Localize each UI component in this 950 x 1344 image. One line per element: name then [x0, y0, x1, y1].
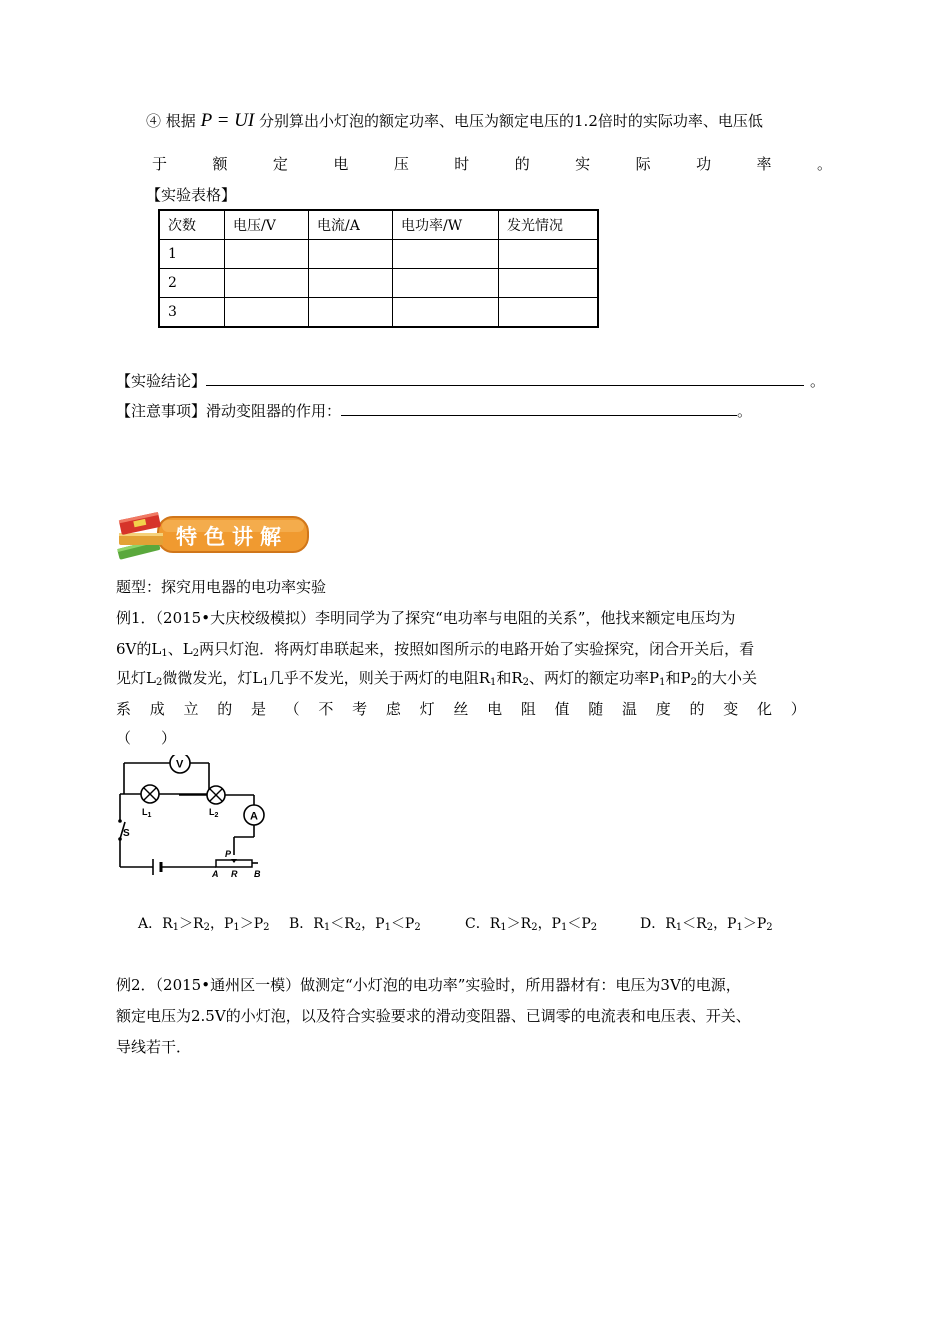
- subscript: 1: [489, 677, 497, 688]
- option-b[interactable]: B．$R_1<R_2$，$P_1<P_2$: [289, 916, 421, 933]
- rheostat-icon: [216, 859, 252, 867]
- battery-icon: [153, 859, 161, 875]
- step4-char: 压: [393, 155, 409, 173]
- conclusion-blank: [206, 369, 804, 386]
- step4-char: 定: [272, 155, 288, 173]
- text-char: 虑: [385, 700, 401, 718]
- text-char: 阻: [520, 700, 536, 718]
- text-char: 灯: [419, 700, 435, 718]
- text-char: 化: [756, 700, 772, 718]
- power-formula: P = UI: [200, 110, 255, 131]
- topic-line: 题型：探究用电器的电功率实验: [116, 578, 327, 596]
- conclusion-end: 。: [810, 372, 826, 390]
- notice-end: 。: [737, 402, 753, 420]
- step4-char: 于: [152, 155, 168, 173]
- text-part: 、L: [167, 640, 193, 658]
- lamp-l1-label: $L_1$: [142, 807, 152, 819]
- notice-line: [116, 399, 752, 421]
- step4-char: 电: [333, 155, 349, 173]
- example1-line2: [116, 638, 754, 659]
- table-cell: 1: [159, 240, 225, 269]
- lamp-l1-icon: [141, 785, 159, 803]
- text-char: 考: [352, 700, 368, 718]
- rheostat-r-label: R: [231, 869, 238, 879]
- table-row: [159, 298, 598, 328]
- step4-char: 时: [454, 155, 470, 173]
- table-header-row: [159, 210, 598, 240]
- experiment-table: [158, 209, 599, 328]
- step4-char: 际: [635, 155, 651, 173]
- text-char: 不: [318, 700, 334, 718]
- step4-char: 功: [696, 155, 712, 173]
- text-char: ）: [790, 700, 806, 718]
- text-part: 两只灯泡．将两灯串联起来，按照如图所示的电路开始了实验探究，闭合开关后，看: [199, 640, 755, 658]
- step4-line1: [146, 110, 763, 132]
- switch-contact: [118, 837, 122, 841]
- table-header: 次数: [159, 210, 225, 240]
- text-char: （: [284, 700, 300, 718]
- example2-line2: 额定电压为2.5V的小灯泡，以及符合实验要求的滑动变阻器、已调零的电流表和电压表、开关、: [116, 1007, 751, 1025]
- table-cell: [225, 269, 309, 298]
- table-cell: [309, 298, 393, 328]
- text-char: 丝: [453, 700, 469, 718]
- notice-blank: [341, 399, 737, 416]
- lamp-l2-label: $L_2$: [209, 807, 219, 819]
- table-cell: [393, 269, 499, 298]
- table-header: 发光情况: [499, 210, 599, 240]
- lamp-l2-icon: [207, 786, 225, 804]
- text-part: 几乎不发光，则关于两灯的电阻R: [268, 669, 490, 687]
- example2-line3: 导线若干．: [116, 1038, 192, 1056]
- text-char: 的: [689, 700, 705, 718]
- conclusion-label: 【实验结论】: [116, 372, 207, 390]
- table-cell: [499, 269, 599, 298]
- example2-line1: 例2．（2015•通州区一模）做测定“小灯泡的电功率”实验时，所用器材有：电压为3V的电源，: [116, 976, 741, 994]
- step4-prefix: 根据: [165, 112, 196, 130]
- step4-char: 额: [212, 155, 228, 173]
- step4-char: 的: [514, 155, 530, 173]
- table-header: 电流/A: [309, 210, 393, 240]
- step4-number: ④: [146, 112, 162, 130]
- banner-title: 特色讲解: [176, 525, 288, 549]
- subscript: 2: [192, 648, 200, 659]
- table-cell: [225, 298, 309, 328]
- table-cell: [309, 269, 393, 298]
- text-char: 成: [149, 700, 165, 718]
- text-part: 的大小关: [696, 669, 757, 687]
- rheostat-end-a: A: [212, 869, 219, 879]
- table-cell: 2: [159, 269, 225, 298]
- text-part: 见灯L: [116, 669, 156, 687]
- table-header: 电功率/W: [393, 210, 499, 240]
- text-part: 微微发光，灯L: [162, 669, 263, 687]
- table-cell: [309, 240, 393, 269]
- subscript: 2: [522, 677, 530, 688]
- table-cell: [393, 298, 499, 328]
- text-char: 度: [655, 700, 671, 718]
- voltmeter-label: V: [176, 758, 184, 771]
- text-part: 6V的L: [116, 640, 162, 658]
- text-part: 、两灯的额定功率P: [529, 669, 660, 687]
- step4-char: 率: [756, 155, 772, 173]
- step4-text: 分别算出小灯泡的额定功率、电压为额定电压的1.2倍时的实际功率、电压低: [259, 112, 763, 130]
- switch-icon: [118, 819, 122, 823]
- answer-blank: （ ）: [116, 729, 177, 747]
- table-cell: [225, 240, 309, 269]
- subscript: 1: [161, 648, 168, 659]
- text-char: 电: [487, 700, 503, 718]
- table-cell: [393, 240, 499, 269]
- table-cell: [499, 298, 599, 328]
- subscript: 1: [659, 677, 666, 688]
- switch-label: S: [123, 828, 130, 839]
- text-part: 和P: [665, 669, 691, 687]
- step4-char: 实: [575, 155, 591, 173]
- text-char: 变: [723, 700, 739, 718]
- rheostat-end-b: B: [254, 869, 261, 879]
- circuit-diagram: [112, 755, 277, 880]
- subscript: 1: [262, 677, 269, 688]
- section-banner: [114, 510, 314, 560]
- example1-line4: [116, 698, 806, 719]
- ammeter-label: A: [250, 810, 258, 823]
- text-char: 立: [183, 700, 199, 718]
- text-char: 系: [116, 700, 132, 718]
- table-row: [159, 269, 598, 298]
- text-char: 的: [217, 700, 233, 718]
- option-a[interactable]: A．$R_1>R_2$，$P_1>P_2$: [138, 916, 270, 933]
- text-char: 温: [622, 700, 638, 718]
- slider-label: P: [225, 849, 232, 859]
- subscript: 2: [155, 677, 163, 688]
- option-d[interactable]: D．$R_1<R_2$，$P_1>P_2$: [640, 916, 773, 933]
- subscript: 2: [690, 677, 697, 688]
- step4-line2: [152, 153, 832, 174]
- conclusion-line: [116, 369, 825, 391]
- step4-char: 。: [816, 155, 832, 173]
- option-c[interactable]: C．$R_1>R_2$，$P_1<P_2$: [465, 916, 598, 933]
- table-row: [159, 240, 598, 269]
- table-header: 电压/V: [225, 210, 309, 240]
- table-cell: 3: [159, 298, 225, 328]
- text-char: 是: [250, 700, 266, 718]
- table-title: 【实验表格】: [146, 186, 237, 204]
- text-char: 值: [554, 700, 570, 718]
- table-cell: [499, 240, 599, 269]
- text-char: 随: [588, 700, 604, 718]
- notice-label: 【注意事项】滑动变阻器的作用：: [116, 402, 342, 420]
- example1-line1: 例1．（2015•大庆校级模拟）李明同学为了探究“电功率与电阻的关系”，他找来额定电压均为: [116, 609, 736, 627]
- example1-line3: [116, 667, 757, 688]
- text-part: 和R: [496, 669, 523, 687]
